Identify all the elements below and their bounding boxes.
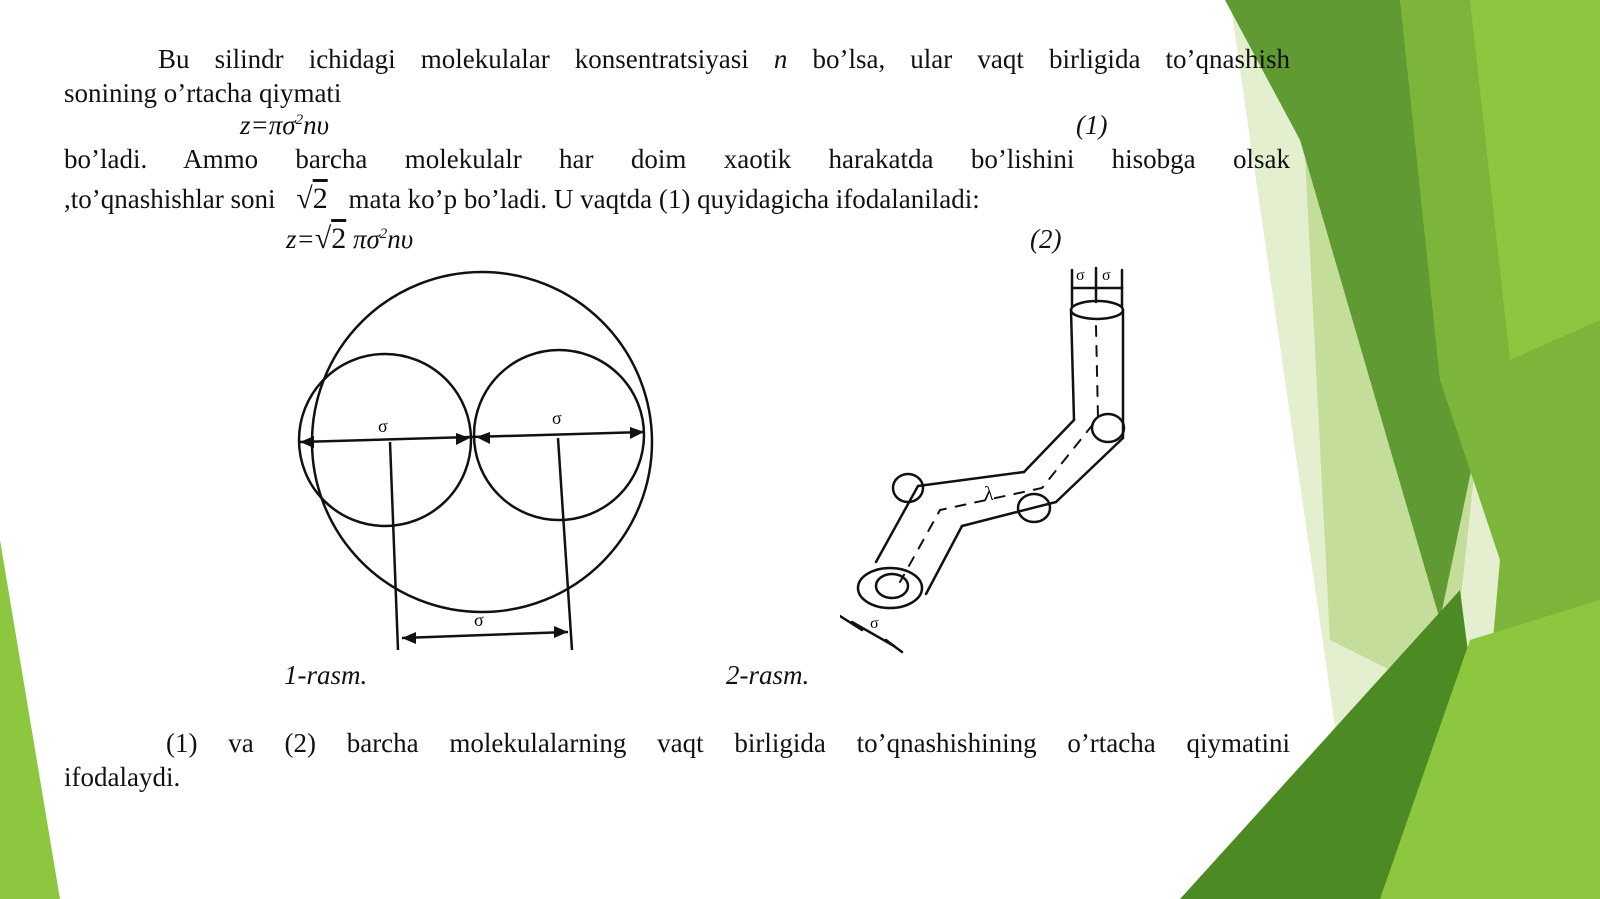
left-green-triangle xyxy=(0,540,60,899)
figure-2-tube-mid-upper xyxy=(918,472,1024,486)
paragraph-2-line-1 xyxy=(64,142,1290,176)
equation-1-number: (1) xyxy=(1076,110,1108,140)
paragraph-2-text-a: bo’ladi. Ammo barcha molekulalr har doim xaotik harakatda bo’lishini hisobga olsak xyxy=(64,144,1290,174)
equation-2-number: (2) xyxy=(1030,224,1062,254)
equation-1 xyxy=(240,110,329,141)
figure-1-bottom-dimension xyxy=(402,632,568,638)
paragraph-3-text-a: (1) va (2) barcha molekulalarning vaqt birligida to’qnashishining o’rtacha qiymatini xyxy=(166,728,1290,758)
figure-1-arrow-bottom-a xyxy=(402,632,416,644)
equation-2-exponent: 2 xyxy=(379,226,388,242)
sqrt-two-inline xyxy=(296,184,327,214)
figure-2-label-bottom: σ xyxy=(870,615,879,632)
figure-1-arrow-right-a xyxy=(476,432,490,444)
paragraph-1-line-2 xyxy=(64,76,1290,110)
paragraph-2-line-2 xyxy=(64,182,1290,216)
paragraph-2-text-b: ,to’qnashishlar soni xyxy=(64,184,276,214)
paragraph-1-text-c: sonining o’rtacha qiymati xyxy=(64,78,342,108)
figure-2-label-top-right: σ xyxy=(1102,267,1111,284)
figure-2-bottom-tick-a xyxy=(840,616,862,630)
figure-2-caption: 2-rasm. xyxy=(726,660,810,690)
figure-1-outer-circle xyxy=(312,272,652,612)
equation-2-sqrt-symbol: √ xyxy=(314,222,332,255)
sqrt-symbol: √ xyxy=(296,182,313,215)
figure-1-label-left: σ xyxy=(378,416,388,436)
figure-1-left-drop-line xyxy=(390,442,398,650)
paragraph-3-line-2 xyxy=(64,760,1290,794)
figure-2-free-path xyxy=(900,326,1098,582)
equation-2 xyxy=(286,222,413,256)
concentration-variable: n xyxy=(773,44,788,74)
sqrt-argument: 2 xyxy=(312,182,328,215)
figure-1-arrow-right-b xyxy=(630,427,644,439)
figure-2-tube-diag-right xyxy=(1056,438,1123,502)
paragraph-1-text-b: bo’lsa, ular vaqt birligida to’qnashish xyxy=(812,44,1291,74)
equation-2-pi-sigma: πσ xyxy=(352,224,380,254)
paragraph-3-line-1 xyxy=(64,726,1290,760)
figure-1-arrow-bottom-b xyxy=(554,626,568,638)
figure-2-free-path-diagram xyxy=(840,266,1160,666)
figure-2-tube-top-cap xyxy=(1071,301,1123,319)
equation-1-tail: nυ xyxy=(303,110,329,140)
figure-2-tube-lower-right xyxy=(926,526,962,594)
figure-2-label-top-left: σ xyxy=(1076,267,1085,284)
figure-2-molecule-left xyxy=(893,474,923,502)
figure-1-label-bottom: σ xyxy=(474,610,484,630)
figure-2-tube-diag-left xyxy=(1024,420,1074,472)
figure-2-tube-mid-lower xyxy=(962,502,1056,526)
equation-2-tail: nυ xyxy=(387,224,414,254)
paragraph-1-text-a: Bu silindr ichidagi molekulalar konsentratsiyasi xyxy=(158,44,749,74)
equation-1-exponent: 2 xyxy=(295,112,304,128)
figure-1-label-right: σ xyxy=(552,408,562,428)
figure-1-collision-cylinder-diagram xyxy=(290,270,670,660)
figure-2-label-lambda: λ xyxy=(984,483,994,505)
equation-2-lhs: z= xyxy=(286,224,315,254)
figure-1-arrow-left-a xyxy=(300,436,314,448)
figure-1-right-drop-line xyxy=(558,438,572,650)
figure-2-molecule-top xyxy=(1092,414,1124,442)
paragraph-1-line-1 xyxy=(64,42,1290,76)
figure-1-caption: 1-rasm. xyxy=(284,660,368,690)
equation-1-base: z=πσ xyxy=(240,110,296,140)
figure-2-tube-upper-left xyxy=(1071,310,1074,420)
paragraph-3-text-b: ifodalaydi. xyxy=(64,762,181,792)
figure-1-arrow-left-b xyxy=(456,433,470,445)
paragraph-2-text-c: mata ko’p bo’ladi. U vaqtda (1) quyidagicha ifodalaniladi: xyxy=(348,184,980,214)
equation-2-sqrt-argument: 2 xyxy=(331,222,347,255)
equation-2-sqrt xyxy=(315,224,346,254)
